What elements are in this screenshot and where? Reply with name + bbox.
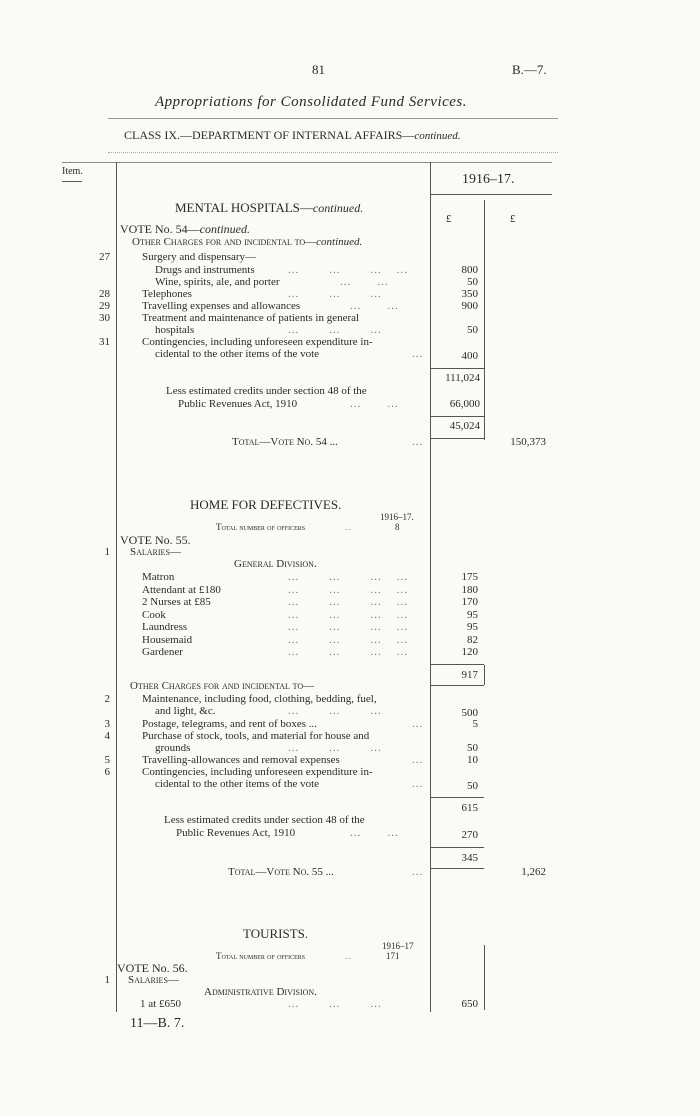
item-number-27: 27	[99, 251, 110, 263]
item-number-31: 31	[99, 336, 110, 348]
item-column-divider	[116, 162, 117, 1012]
travelling-amount: 900	[461, 300, 478, 312]
defectives-subtotal: 615	[461, 802, 478, 814]
item-header-underline	[62, 181, 82, 182]
total-vote-54-amount: 150,373	[510, 436, 546, 448]
subtotal-55-rule	[430, 797, 484, 798]
contingencies-55-line2: cidental to the other items of the vote	[155, 778, 320, 790]
less-credits-54-amount: 66,000	[449, 398, 480, 410]
staff-row-label: Housemaid	[142, 634, 193, 646]
leader-dots: ... ... ... ...	[288, 584, 408, 596]
net-55-rule	[430, 847, 484, 848]
leader-dots: ... ... ...	[288, 288, 382, 300]
subtotal-rule	[430, 368, 484, 369]
administrative-division-heading: Administrative Division.	[204, 986, 317, 998]
treatment-label-line2: hospitals	[155, 324, 195, 336]
subtotal-column-divider-1	[484, 200, 485, 440]
staff-row-label: Matron	[142, 571, 175, 583]
contingencies-amount: 400	[461, 350, 478, 362]
item-number-6-vote55: 6	[104, 766, 110, 778]
net-rule	[430, 416, 484, 417]
item-number-1-vote55: 1	[104, 546, 110, 558]
surgery-label: Surgery and dispensary—	[142, 251, 257, 263]
staff-row-amount: 180	[461, 584, 478, 596]
leader-dots: ... ...	[350, 827, 399, 839]
salaries-subtotal-rule	[430, 664, 484, 665]
contingencies-55-amount: 50	[467, 780, 478, 792]
mental-net: 45,024	[449, 420, 480, 432]
postage-label: Postage, telegrams, and rent of boxes ...	[142, 718, 318, 730]
leader-dots: ... ... ... ...	[288, 571, 408, 583]
wine-label: Wine, spirits, ale, and porter	[155, 276, 280, 288]
net-underline	[430, 438, 484, 439]
total-vote-54-label: Total—Vote No. 54 ...	[232, 436, 338, 448]
leader-dots: ..	[345, 522, 352, 532]
item-number-3-vote55: 3	[104, 718, 110, 730]
staff-row-label: 2 Nurses at £85	[142, 596, 211, 608]
leader-dots: ... ... ... ...	[288, 634, 408, 646]
pound-sign-right: £	[510, 213, 516, 225]
less-credits-55-amount: 270	[461, 829, 478, 841]
leader-dots: ...	[412, 718, 424, 730]
item-number-28: 28	[99, 288, 110, 300]
officers-label-55: Total number of officers	[216, 522, 306, 532]
staff-row-amount: 95	[467, 621, 478, 633]
vote-55-line: VOTE No. 55.	[120, 533, 191, 547]
leader-dots: ... ... ...	[288, 742, 382, 754]
salaries-subtotal-underline	[430, 685, 484, 686]
drugs-label: Drugs and instruments	[155, 264, 255, 276]
leader-dots: ...	[412, 866, 424, 878]
home-for-defectives-heading: HOME FOR DEFECTIVES.	[190, 497, 342, 512]
tourists-first-salary-label: 1 at £650	[140, 998, 181, 1010]
total-vote-55-amount: 1,262	[521, 866, 546, 878]
net-55-underline	[430, 868, 484, 869]
staff-row-label: Gardener	[142, 646, 183, 658]
leader-dots: ... ... ... ...	[288, 264, 408, 276]
mental-hospitals-heading: MENTAL HOSPITALS—continued.	[175, 200, 364, 215]
leader-dots: ..	[345, 951, 352, 961]
leader-dots: ... ... ... ...	[288, 609, 408, 621]
staff-row-amount: 95	[467, 609, 478, 621]
purchase-label-line1: Purchase of stock, tools, and material for house and	[142, 730, 370, 742]
defectives-net: 345	[461, 852, 478, 864]
year-column-header: 1916–17.	[462, 172, 515, 187]
telephones-label: Telephones	[142, 288, 192, 300]
leader-dots: ... ... ...	[288, 324, 382, 336]
other-charges-54-heading: Other Charges for and incidental to—continued.	[132, 236, 363, 248]
page-title: Appropriations for Consolidated Fund Services.	[155, 94, 468, 110]
footer-signature: 11—B. 7.	[130, 1016, 185, 1031]
leader-dots: ... ...	[350, 398, 399, 410]
pound-sign-left: £	[446, 213, 452, 225]
leader-dots: ...	[412, 436, 424, 448]
item-number-4-vote55: 4	[104, 730, 110, 742]
telephones-amount: 350	[461, 288, 478, 300]
class-rule	[108, 152, 558, 153]
maintenance-label-line2: and light, &c.	[155, 705, 216, 717]
tourists-heading: TOURISTS.	[243, 926, 309, 941]
salaries-subtotal-55: 917	[461, 669, 478, 681]
less-credits-55-line2: Public Revenues Act, 1910	[176, 827, 296, 839]
year-header-rule	[430, 194, 552, 195]
other-charges-55-heading: Other Charges for and incidental to—	[130, 680, 315, 692]
item-number-30: 30	[99, 312, 110, 324]
officers-count-56: 171	[386, 951, 400, 961]
subtotal-column-divider-3	[484, 945, 485, 1010]
staff-row-amount: 175	[461, 571, 478, 583]
leader-dots: ... ... ... ...	[288, 646, 408, 658]
leader-dots: ... ... ... ...	[288, 596, 408, 608]
staff-row-amount: 82	[467, 634, 478, 646]
vote-54-line: VOTE No. 54—continued.	[120, 222, 250, 236]
subtotal-column-divider-2	[484, 665, 485, 685]
less-credits-54-line1: Less estimated credits under section 48 of the	[166, 385, 367, 397]
less-credits-55-line1: Less estimated credits under section 48 of the	[164, 814, 365, 826]
leader-dots: ...	[412, 778, 424, 790]
leader-dots: ... ... ... ...	[288, 621, 408, 633]
maintenance-label-line1: Maintenance, including food, clothing, bedding, fuel,	[142, 693, 377, 705]
officers-count-55: 8	[395, 522, 400, 532]
mental-subtotal: 111,024	[445, 372, 480, 384]
table-top-rule	[62, 162, 552, 163]
page-number: 81	[312, 62, 325, 77]
wine-amount: 50	[467, 276, 478, 288]
travelling-label: Travelling expenses and allowances	[142, 300, 301, 312]
travel-allowances-label: Travelling-allowances and removal expenses	[142, 754, 340, 766]
vote-56-line: VOTE No. 56.	[117, 961, 188, 975]
leader-dots: ...	[412, 348, 424, 360]
officers-year-56: 1916–17	[382, 941, 414, 951]
travel-allowances-amount: 10	[467, 754, 478, 766]
leader-dots: ...	[412, 754, 424, 766]
contingencies-label-line2: cidental to the other items of the vote	[155, 348, 320, 360]
officers-label-56: Total number of officers	[216, 951, 306, 961]
leader-dots: ... ...	[350, 300, 399, 312]
staff-row-label: Laundress	[142, 621, 188, 633]
staff-row-label: Attendant at £180	[142, 584, 221, 596]
postage-amount: 5	[472, 718, 478, 730]
less-credits-54-line2: Public Revenues Act, 1910	[178, 398, 298, 410]
treatment-label-line1: Treatment and maintenance of patients in general	[142, 312, 360, 324]
purchase-amount: 50	[467, 742, 478, 754]
document-reference: B.—7.	[512, 62, 547, 77]
title-rule	[108, 118, 558, 119]
item-number-2-vote55: 2	[104, 693, 110, 705]
leader-dots: ... ...	[340, 276, 389, 288]
purchase-label-line2: grounds	[155, 742, 191, 754]
item-number-1-vote56: 1	[104, 974, 110, 986]
salaries-55-heading: Salaries—	[130, 546, 181, 558]
maintenance-amount: 500	[461, 707, 478, 719]
item-column-header: Item.	[62, 166, 83, 177]
tourists-first-salary-amount: 650	[461, 998, 478, 1010]
staff-row-amount: 170	[461, 596, 478, 608]
salaries-56-heading: Salaries—	[128, 974, 179, 986]
officers-year-55: 1916–17.	[380, 512, 414, 522]
treatment-amount: 50	[467, 324, 478, 336]
drugs-amount: 800	[461, 264, 478, 276]
total-vote-55-label: Total—Vote No. 55 ...	[228, 866, 334, 878]
item-number-29: 29	[99, 300, 110, 312]
general-division-heading: General Division.	[234, 558, 317, 570]
leader-dots: ... ... ...	[288, 705, 382, 717]
staff-row-amount: 120	[461, 646, 478, 658]
item-number-5-vote55: 5	[104, 754, 110, 766]
contingencies-label-line1: Contingencies, including unforeseen expenditure in-	[142, 336, 373, 348]
staff-row-label: Cook	[142, 609, 166, 621]
contingencies-55-line1: Contingencies, including unforeseen expenditure in-	[142, 766, 373, 778]
leader-dots: ... ... ...	[288, 998, 382, 1010]
class-heading: CLASS IX.—DEPARTMENT OF INTERNAL AFFAIRS—continued.	[124, 128, 461, 142]
